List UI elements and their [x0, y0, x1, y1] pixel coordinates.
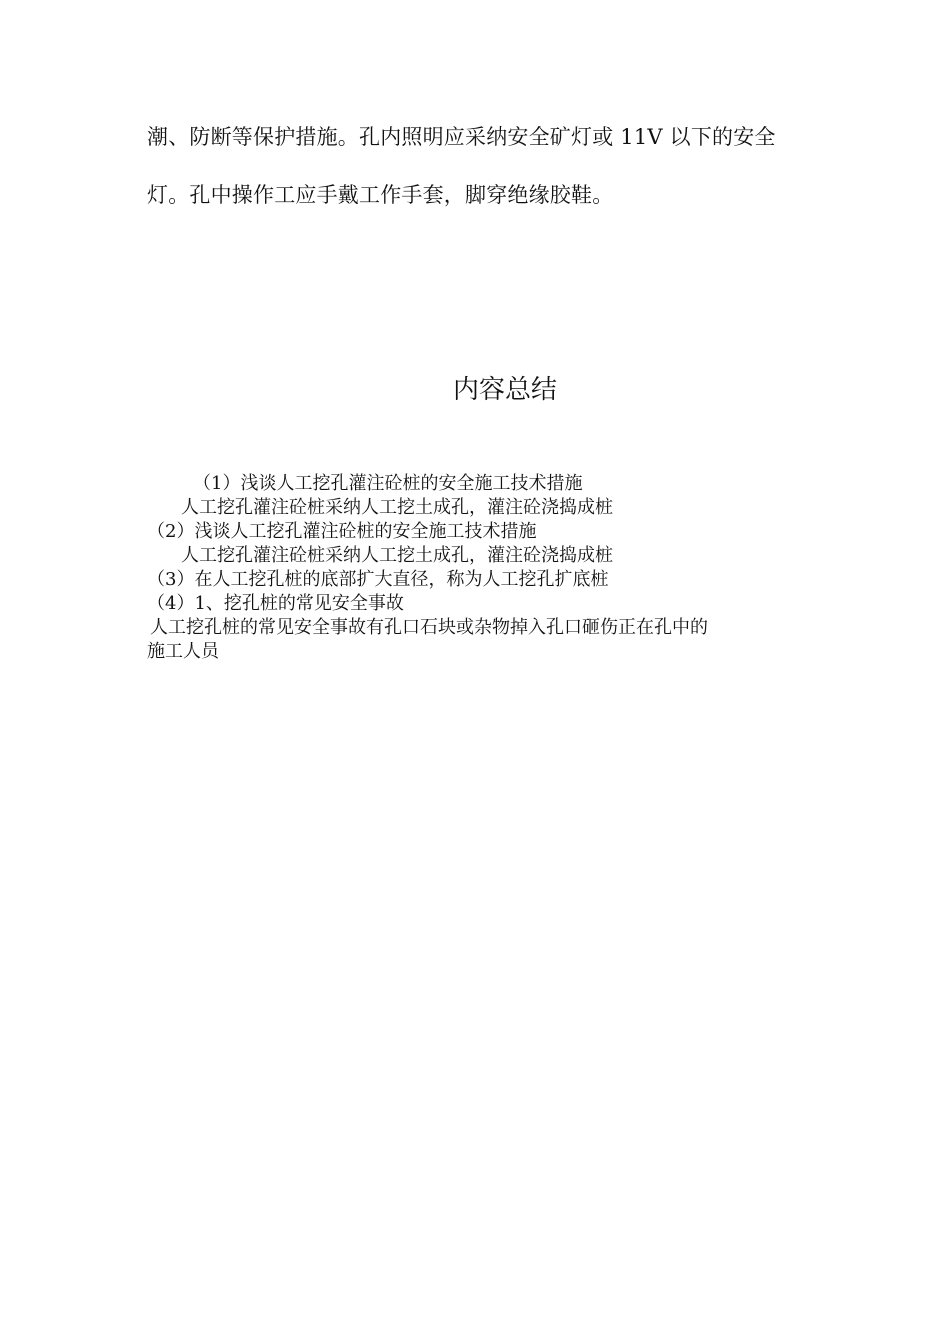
summary-row: 施工人员	[147, 641, 219, 662]
body-paragraph	[147, 108, 807, 224]
summary-row: （1）浅谈人工挖孔灌注砼桩的安全施工技术措施	[193, 473, 583, 494]
body-line: 潮、防断等保护措施。孔内照明应采纳安全矿灯或 11V 以下的安全	[147, 125, 776, 149]
summary-title: 内容总结	[452, 375, 557, 405]
summary-row: 人工挖孔灌注砼桩采纳人工挖土成孔，灌注砼浇捣成桩	[181, 545, 613, 566]
summary-section	[147, 472, 807, 664]
summary-row: 人工挖孔灌注砼桩采纳人工挖土成孔，灌注砼浇捣成桩	[181, 497, 613, 518]
summary-row: （2）浅谈人工挖孔灌注砼桩的安全施工技术措施	[147, 521, 537, 542]
body-line: 灯。孔中操作工应手戴工作手套，脚穿绝缘胶鞋。	[147, 183, 614, 207]
summary-row: （3）在人工挖孔桩的底部扩大直径，称为人工挖孔扩底桩	[147, 569, 609, 590]
summary-row: 人工挖孔桩的常见安全事故有孔口石块或杂物掉入孔口砸伤正在孔中的	[150, 617, 708, 638]
summary-row: （4）1、挖孔桩的常见安全事故	[147, 593, 404, 614]
